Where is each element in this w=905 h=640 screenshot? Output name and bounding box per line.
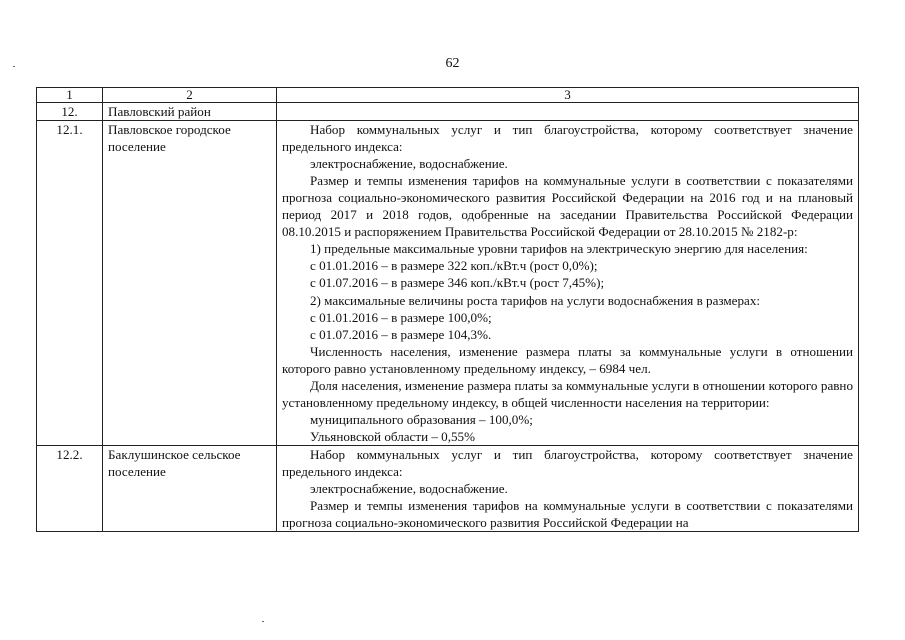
paragraph: с 01.07.2016 – в размере 346 коп./кВт.ч (рост 7,45%); [310,275,605,291]
paragraph: с 01.01.2016 – в размере 100,0%; [310,309,492,325]
column-header-1: 1 [37,88,103,103]
paragraph: с 01.07.2016 – в размере 104,3%. [310,326,492,342]
column-header-2: 2 [103,88,277,103]
table-header-row [37,88,859,103]
settlement-description [277,445,859,531]
tariff-table [36,87,859,532]
paragraph: Набор коммунальных услуг и тип благоустройства, которому соответствует значение предельного индекса: [282,122,853,155]
paragraph: Размер и темпы изменения тарифов на коммунальные услуги в соответствии с показателями прогноза социально-экономического развития Российской Федерации на [282,498,853,531]
paragraph: Доля населения, изменение размера платы за коммунальные услуги в отношении которого равно установленному предельному индексу, в общей численности населения на территории: [282,377,853,410]
scan-speck [13,66,15,67]
row-number: 12.1. [37,121,103,446]
paragraph: Размер и темпы изменения тарифов на коммунальные услуги в соответствии с показателями прогноза социально-экономического развития Российской Федерации на 2016 год и на плановый период 2017 и 2018 годов, одобренные на заседании Правительства Российской Федерации 08.10.2015 и распоряжением Правительства Российской Федерации от 28.10.2015 № 2182-р: [282,173,853,240]
table-row [37,121,859,446]
row-number: 12.2. [37,445,103,531]
paragraph: Набор коммунальных услуг и тип благоустройства, которому соответствует значение предельного индекса: [282,446,853,479]
column-header-3: 3 [277,88,859,103]
region-number: 12. [37,103,103,121]
paragraph: Ульяновской области – 0,55% [310,428,476,444]
page-number: 62 [445,56,460,71]
paragraph: муниципального образования – 100,0%; [310,411,533,427]
region-empty-cell [277,103,859,121]
settlement-description [277,121,859,446]
paragraph: 1) предельные максимальные уровни тарифов на электрическую энергию для населения: [310,241,808,257]
settlement-name: Баклушинское сельское поселение [103,445,277,531]
table-row [37,445,859,531]
paragraph: Численность населения, изменение размера платы за коммунальные услуги в отношении которого равно установленному предельному индексу, – 6984 чел. [282,343,853,376]
paragraph: 2) максимальные величины роста тарифов на услуги водоснабжения в размерах: [310,292,761,308]
paragraph: электроснабжение, водоснабжение. [310,481,508,497]
paragraph: с 01.01.2016 – в размере 322 коп./кВт.ч (рост 0,0%); [310,258,598,274]
scan-speck [262,621,264,622]
region-row [37,103,859,121]
paragraph: электроснабжение, водоснабжение. [310,156,508,172]
settlement-name: Павловское городское поселение [103,121,277,446]
region-name: Павловский район [103,103,277,121]
